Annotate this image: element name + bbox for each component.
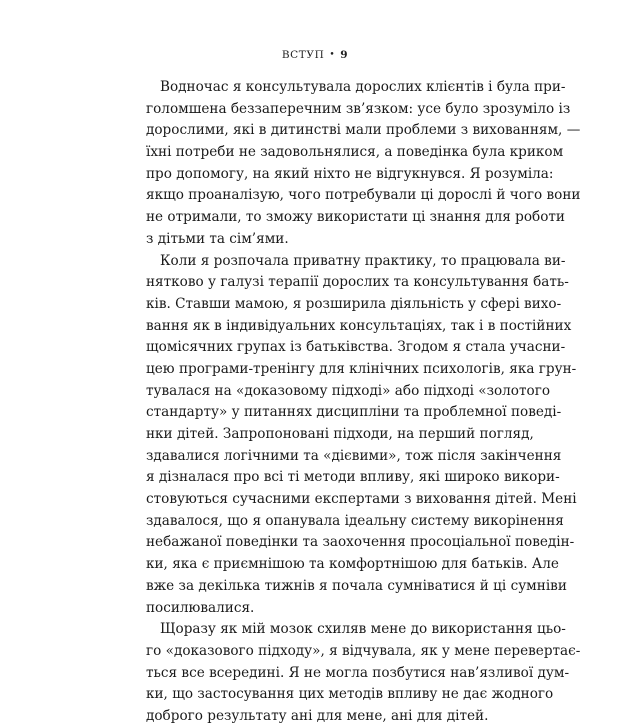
- text-line: не отримали, то зможу використати ці знання для роботи: [146, 209, 565, 226]
- text-line: го «доказового підходу», я відчувала, як у мене перевертає-: [146, 642, 581, 659]
- text-line: ків. Ставши мамою, я розширила діяльність у сфері вихо-: [146, 295, 562, 312]
- text-line: ться все всередині. Я не могла позбутися нав’язливої дум-: [146, 664, 570, 681]
- text-line: про допомогу, на який ніхто не відгукнувся. Я розуміла:: [146, 165, 554, 182]
- paragraph: [146, 77, 581, 251]
- running-header: [0, 49, 630, 61]
- paragraph: [146, 251, 577, 620]
- text-line: тувалася на «доказовому підході» або підході «золотого: [146, 382, 551, 399]
- text-line: нки дітей. Запропоновані підходи, на перший погляд,: [146, 426, 534, 442]
- text-line: Коли я розпочала приватну практику, то працювала ви-: [160, 252, 566, 269]
- text-line: цею програми-тренінгу для клінічних психологів, яка грун-: [146, 360, 577, 377]
- text-line: вання як в індивідуальних консультаціях, так і в постійних: [146, 317, 572, 334]
- text-line: голомшена беззаперечним зв’язком: усе було зрозуміло із: [146, 100, 571, 117]
- text-line: ки, що застосування цих методів впливу не дає жодного: [146, 686, 554, 703]
- text-line: щомісячних групах із батьківства. Згодом я стала учасни-: [146, 339, 566, 356]
- text-line: нятково у галузі терапії дорослих та консультування бать-: [146, 274, 569, 291]
- text-line: їхні потреби не задовольнялися, а поведінка була криком: [146, 144, 564, 161]
- text-line: якщо проаналізую, чого потребували ці дорослі й чого вони: [146, 187, 581, 204]
- text-line: Щоразу як мій мозок схиляв мене до використання цьо-: [160, 621, 566, 638]
- text-line: небажаної поведінки та заохочення просоціальної поведін-: [146, 534, 575, 551]
- text-line: ки, яка є приємнішою та комфортнішою для батьків. Але: [146, 556, 559, 573]
- text-line: посилювалися.: [146, 599, 255, 616]
- page-number: 9: [340, 49, 349, 61]
- header-separator: •: [329, 50, 336, 60]
- body-text: [146, 77, 581, 728]
- text-line: я дізналася про всі ті методи впливу, які широко викори-: [146, 469, 560, 486]
- text-line: вже за декілька тижнів я почала сумніватися й ці сумніви: [146, 577, 567, 594]
- text-line: стовуються сучасними експертами з виховання дітей. Мені: [146, 491, 577, 508]
- section-title: ВСТУП: [281, 49, 325, 61]
- text-line: доброго результату ані для мене, ані для дітей.: [146, 707, 489, 724]
- paragraph: [146, 619, 581, 727]
- text-line: Водночас я консультувала дорослих клієнтів і була при-: [160, 79, 566, 95]
- text-line: здавалися логічними та «дієвими», тож після закінчення: [146, 447, 562, 464]
- text-line: здавалося, що я опанувала ідеальну систему викорінення: [146, 512, 564, 529]
- text-line: дорослими, які в дитинстві мали проблеми з вихованням, —: [146, 122, 581, 139]
- text-line: з дітьми та сім’ями.: [146, 230, 289, 247]
- text-line: стандарту» у питаннях дисципліни та проблемної поведі-: [146, 404, 562, 421]
